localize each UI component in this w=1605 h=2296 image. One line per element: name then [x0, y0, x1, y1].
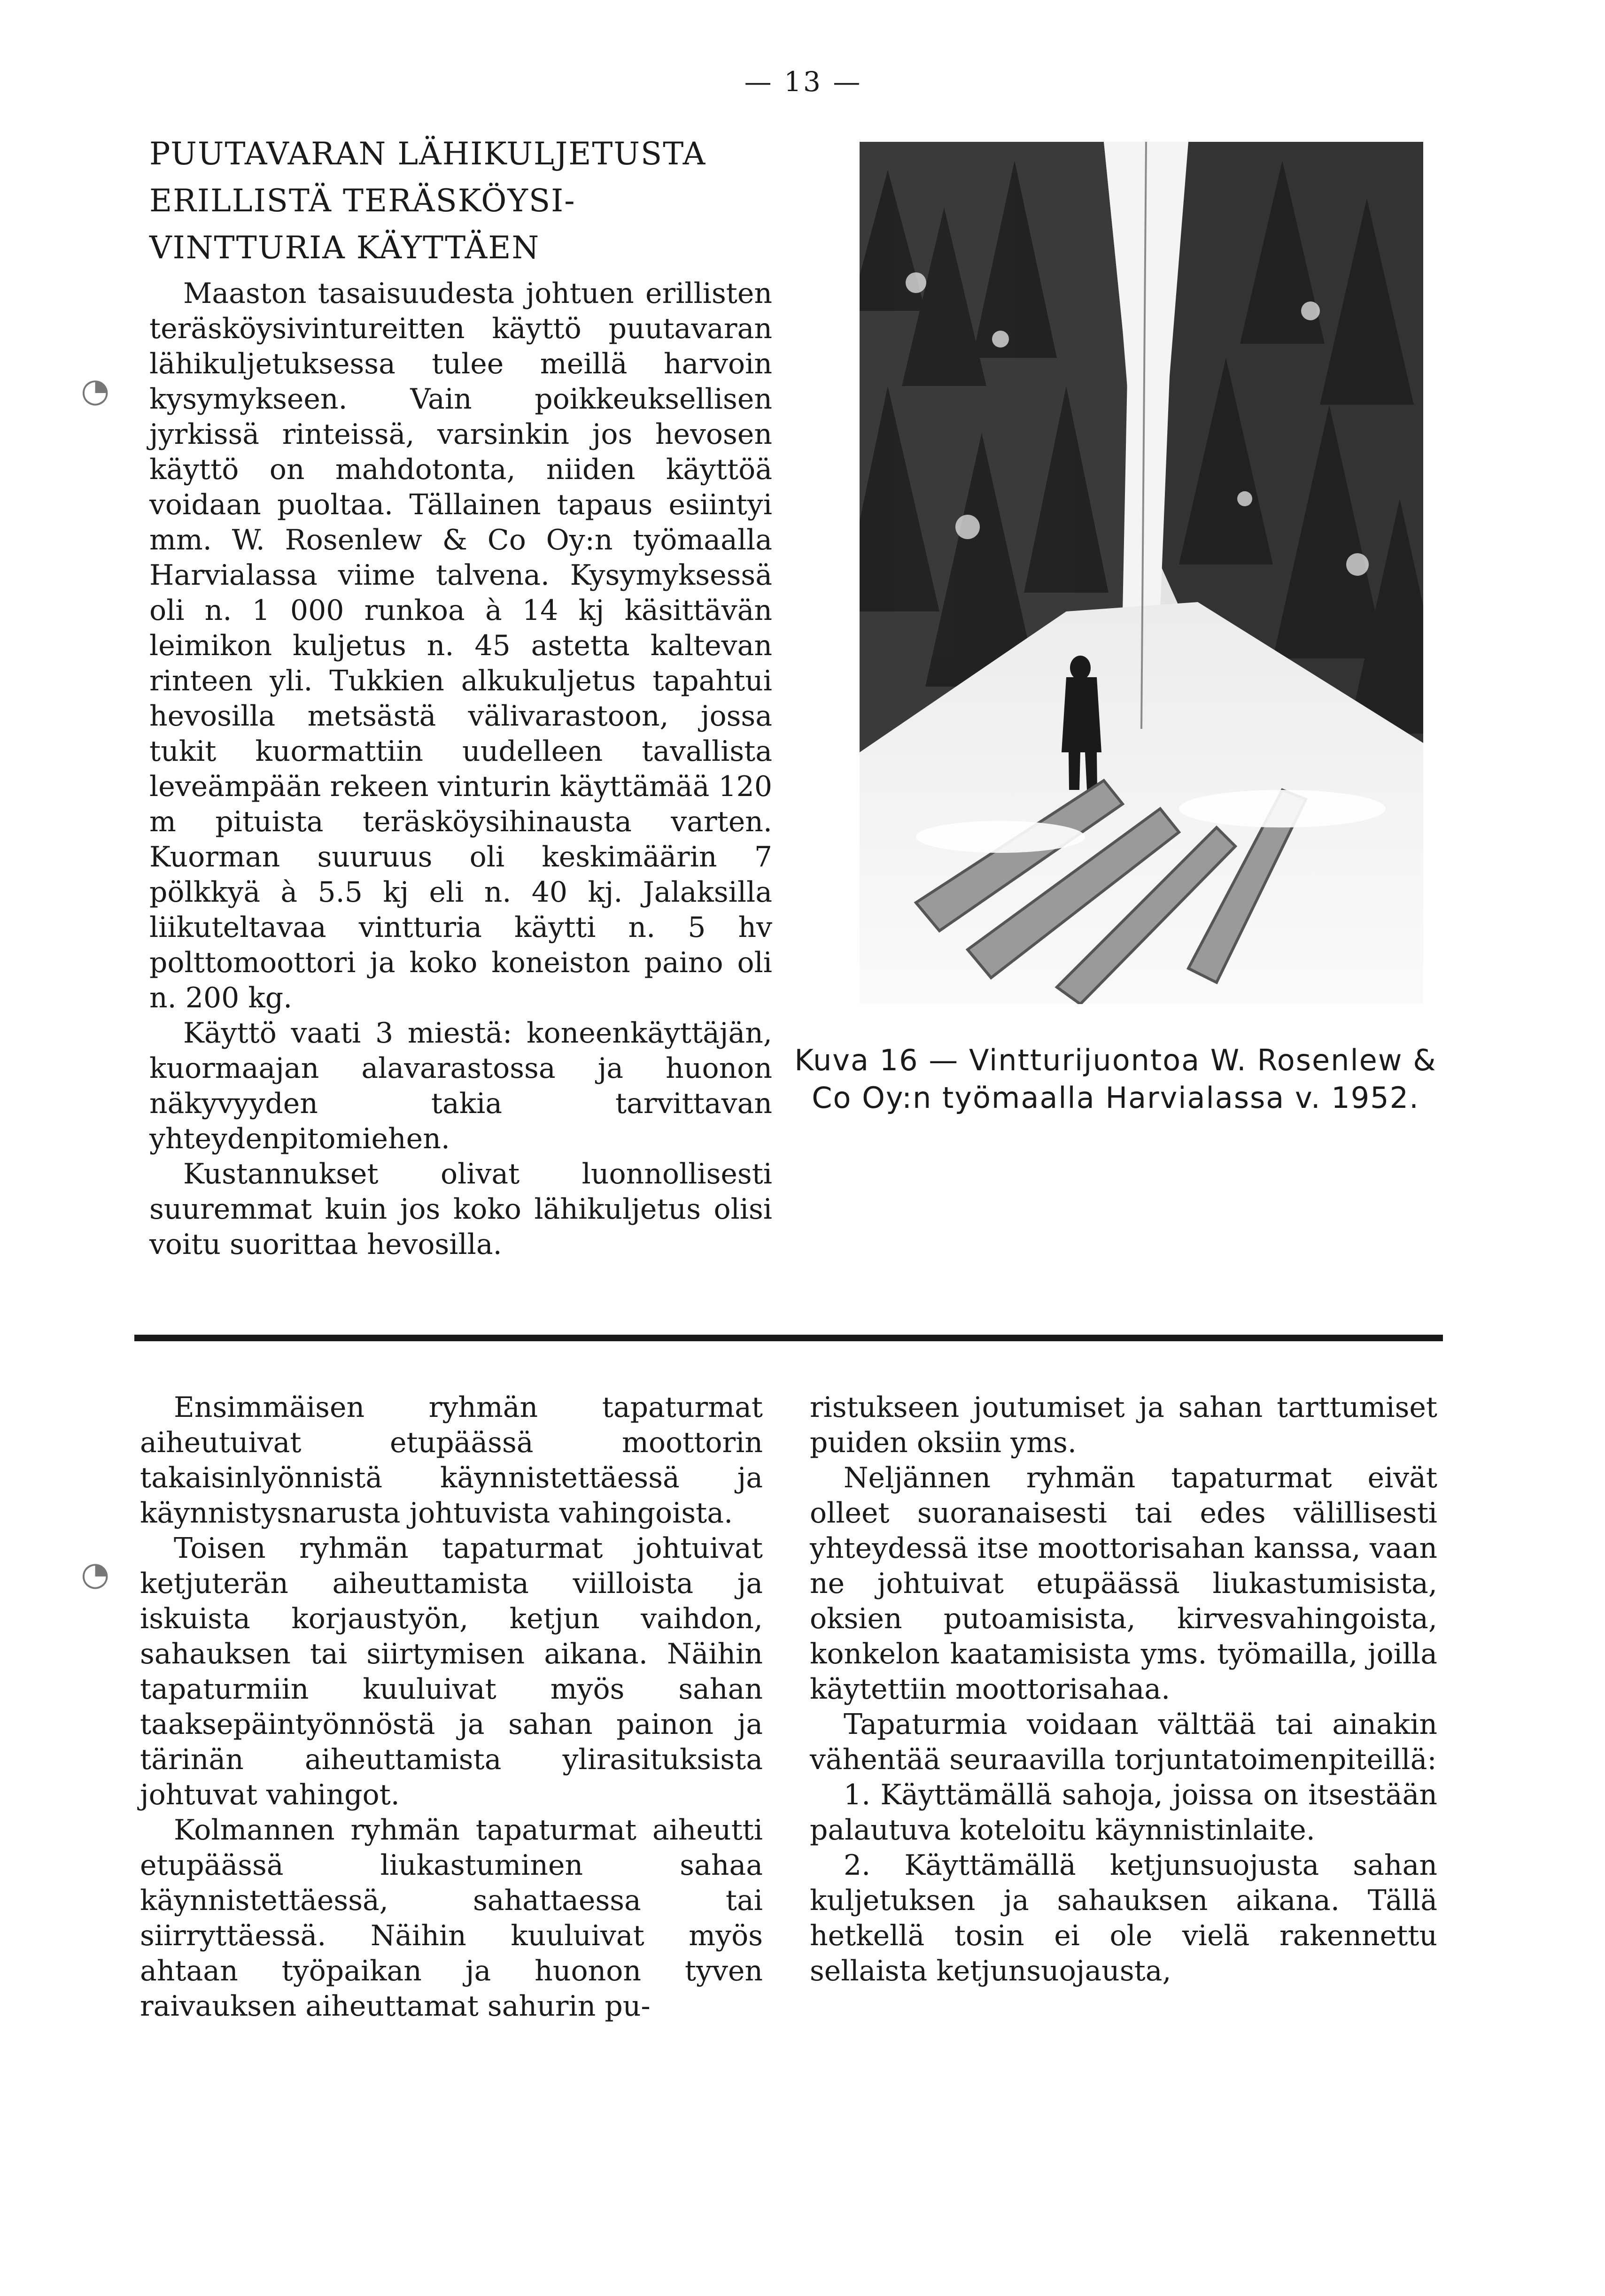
right-column: [810, 1390, 1437, 1989]
paragraph: Neljännen ryhmän tapaturmat eivät olleet suoranaisesti tai edes välillisesti yhteydessä itse moottorisahan kanssa, vaan ne johtuivat etupäässä liukastumisista, oksien putoamisista, kirvesvahingoista, konkelon kaatamisista yms. työmailla, joilla käytettiin moottorisahaa.: [810, 1461, 1437, 1706]
article-heading: [149, 131, 774, 271]
paragraph: Ensimmäisen ryhmän tapaturmat aiheutuivat etupäässä moottorin takaisinlyönnistä käynnistettäessä ja käynnistysnarusta johtuvista vahingoista.: [140, 1391, 763, 1530]
paragraph: Käyttö vaati 3 miestä: koneenkäyttäjän, kuormaajan alavarastossa ja huonon näkyvyyden takia tarvittavan yhteydenpitomiehen.: [149, 1017, 772, 1155]
paragraph: 2. Käyttämällä ketjunsuojusta sahan kuljetuksen ja sahauksen aikana. Tällä hetkellä tosin ei ole vielä rakennettu sellaista ketjunsuojausta,: [810, 1849, 1437, 1987]
intro-column: [149, 276, 772, 1262]
page-number: — 13 —: [744, 66, 862, 98]
photo-winch-logging: [860, 142, 1423, 1004]
photo-illustration: [860, 142, 1423, 1004]
photo-caption: Kuva 16 — Vintturijuontoa W. Rosenlew & Co Oy:n työmaalla Harvialassa v. 1952.: [794, 1043, 1437, 1115]
paragraph: Maaston tasaisuudesta johtuen erillisten teräsköysivintureitten käyttö puutavaran lähikuljetuksessa tulee meillä harvoin kysymykseen. Vain poikkeuksellisen jyrkissä rinteissä, varsinkin jos hevosen käyttö on mahdotonta, niiden käyttöä voidaan puoltaa. Tällainen tapaus esiintyi mm. W. Rosenlew & Co Oy:n työmaalla Harvialassa viime talvena. Kysymyksessä oli n. 1 000 runkoa à 14 kj käsittävän leimikon kuljetus n. 45 astetta kaltevan rinteen yli. Tukkien alkukuljetus tapahtui hevosilla metsästä välivarastoon, jossa tukit kuormattiin uudelleen tavallista leveämpään rekeen vinturin käyttämää 120 m pituista teräsköysihinausta varten. Kuorman suuruus oli keskimäärin 7 pölkkyä à 5.5 kj eli n. 40 kj. Jalaksilla liikuteltavaa vintturia käytti n. 5 hv polttomoottori ja koko koneiston paino oli n. 200 kg.: [149, 277, 772, 1014]
heading-line: VINTTURIA KÄYTTÄEN: [149, 230, 540, 266]
paragraph: Kustannukset olivat luonnollisesti suuremmat kuin jos koko lähikuljetus olisi voitu suorittaa hevosilla.: [149, 1158, 772, 1261]
paragraph: Kolmannen ryhmän tapaturmat aiheutti etupäässä liukastuminen sahaa käynnistettäessä, sahattaessa tai siirryttäessä. Näihin kuuluivat myös ahtaan työpaikan ja huonon tyven raivauksen aiheuttamat sahurin pu-: [140, 1814, 763, 2023]
paragraph: Toisen ryhmän tapaturmat johtuivat ketjuterän aiheuttamista viilloista ja iskuista korjaustyön, ketjun vaihdon, sahauksen tai siirtymisen aikana. Näihin tapaturmiin kuuluivat myös sahan taaksepäintyönnöstä ja sahan painon ja tärinän aiheuttamista ylirasituksista johtuvat vahingot.: [140, 1532, 763, 1811]
binding-hole-mark-icon: ◔: [81, 371, 110, 410]
paragraph: 1. Käyttämällä sahoja, joissa on itsestään palautuva koteloitu käynnistinlaite.: [810, 1778, 1437, 1847]
paragraph: Tapaturmia voidaan välttää tai ainakin vähentää seuraavilla torjuntatoimenpiteillä:: [810, 1708, 1437, 1776]
paragraph: ristukseen joutumiset ja sahan tarttumiset puiden oksiin yms.: [810, 1391, 1437, 1459]
section-divider: [134, 1335, 1443, 1341]
heading-line: ERILLISTÄ TERÄSKÖYSI-: [149, 183, 576, 219]
heading-line: PUUTAVARAN LÄHIKULJETUSTA: [149, 136, 706, 172]
binding-hole-mark-icon: ◔: [81, 1554, 110, 1593]
left-column: [140, 1390, 763, 2024]
